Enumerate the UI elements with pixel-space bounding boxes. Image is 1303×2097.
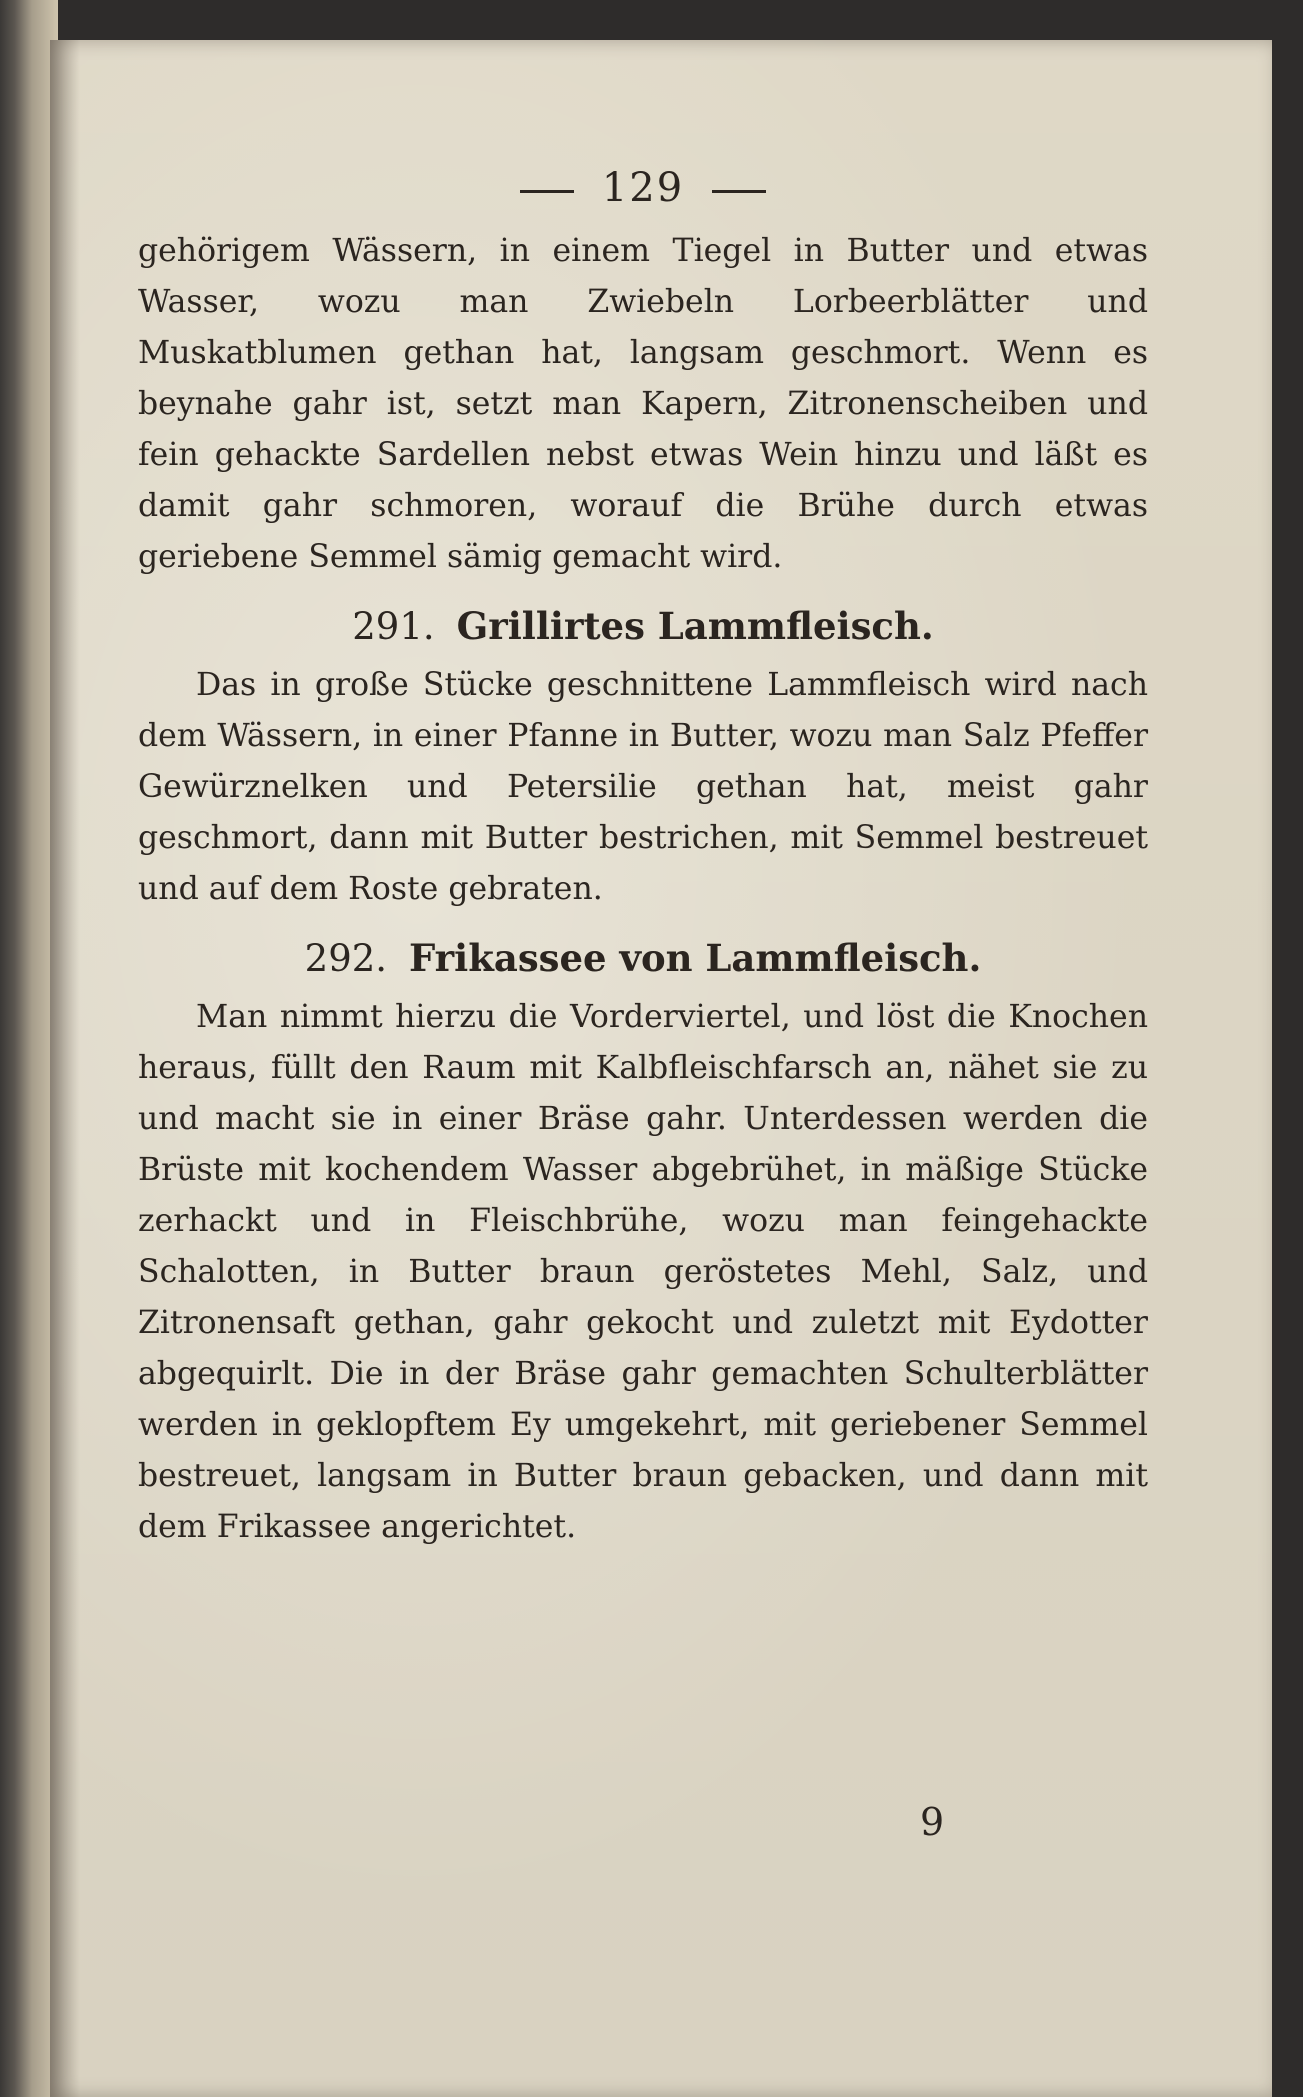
- right-dash: [712, 190, 766, 193]
- recipe-291-number: 291.: [352, 605, 435, 648]
- recipe-291-text: Das in große Stücke geschnittene Lammfleisch wird nach dem Wässern, in einer Pfanne in Butter, wozu man Salz Pfeffer Gewürznelken und Petersilie gethan hat, meist gahr geschmort, dann mit Butter bestrichen, mit Semmel bestreuet und auf dem Roste gebraten.: [138, 667, 1148, 907]
- page-number: 129: [601, 165, 685, 211]
- gutter-shadow: [50, 40, 80, 2097]
- left-dash: [520, 190, 574, 193]
- page-content: [138, 160, 1148, 1844]
- signature-mark: 9: [920, 1800, 945, 1844]
- recipe-292-number: 292.: [304, 937, 388, 980]
- recipe-291-title: Grillirtes Lammfleisch.: [456, 604, 934, 648]
- recipe-292-heading: [138, 929, 1148, 988]
- recipe-292-title: Frikassee von Lammfleisch.: [409, 936, 982, 980]
- intro-paragraph: gehörigem Wässern, in einem Tiegel in Butter und etwas Wasser, wozu man Zwiebeln Lorbeerblätter und Muskatblumen gethan hat, langsam geschmort. Wenn es beynahe gahr ist, setzt man Kapern, Zitronenscheiben und fein gehackte Sardellen nebst etwas Wein hinzu und läßt es damit gahr schmoren, worauf die Brühe durch etwas geriebene Semmel sämig gemacht wird.: [138, 233, 1148, 575]
- recipe-291-heading: [138, 597, 1148, 656]
- recipe-292-text: Man nimmt hierzu die Vorderviertel, und löst die Knochen heraus, füllt den Raum mit Kalbfleischfarsch an, nähet sie zu und macht sie in einer Bräse gahr. Unterdessen werden die Brüste mit kochendem Wasser abgebrühet, in mäßige Stücke zerhackt und in Fleischbrühe, wozu man feingehackte Schalotten, in Butter braun geröstetes Mehl, Salz, und Zitronensaft gethan, gahr gekocht und zuletzt mit Eydotter abgequirlt. Die in der Bräse gahr gemachten Schulterblätter werden in geklopftem Ey umgekehrt, mit geriebener Semmel bestreuet, langsam in Butter braun gebacken, und dann mit dem Frikassee angerichtet.: [138, 999, 1148, 1545]
- book-page: [50, 40, 1272, 2097]
- running-head: [138, 160, 1148, 216]
